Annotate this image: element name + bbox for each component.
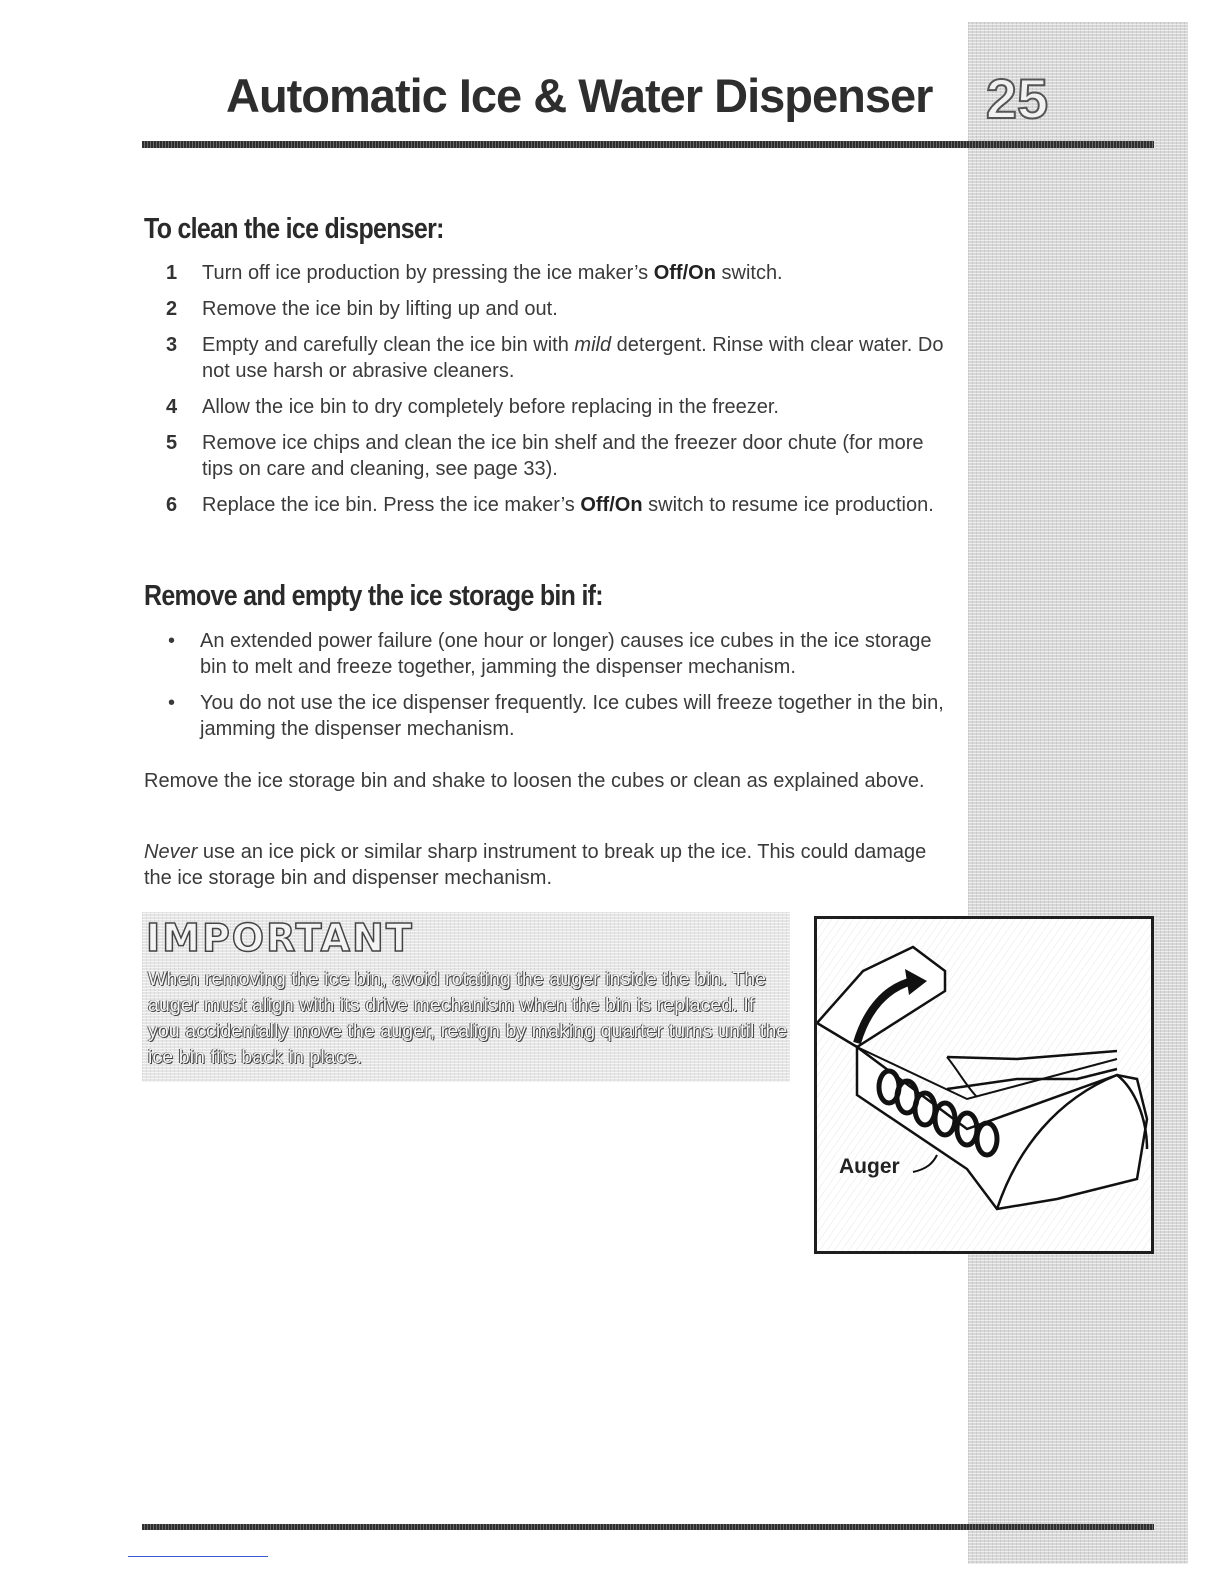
auger-illustration <box>814 916 1154 1254</box>
step-number: 4 <box>166 396 178 418</box>
list-item <box>160 296 950 322</box>
header-rule <box>142 141 1154 148</box>
ice-bin-drawing <box>817 919 1151 1251</box>
step-text: Turn off ice production by pressing the ice maker’s Off/On switch. <box>202 262 783 284</box>
footer-rule <box>142 1524 1154 1530</box>
important-heading: IMPORTANT <box>146 916 414 960</box>
empty-conditions-list <box>164 628 954 752</box>
list-item <box>160 260 950 286</box>
important-callout <box>142 912 790 1082</box>
bullet-icon: • <box>168 630 176 652</box>
list-item <box>160 492 950 518</box>
list-item <box>160 430 950 482</box>
step-number: 6 <box>166 494 178 516</box>
step-number: 1 <box>166 262 178 284</box>
footer-link-mark <box>128 1556 268 1557</box>
list-item <box>164 690 954 742</box>
page-number: 25 <box>985 67 1049 130</box>
step-text: Empty and carefully clean the ice bin with mild detergent. Rinse with clear water. Do not use harsh or abrasive cleaners. <box>202 334 944 382</box>
clean-section-heading: To clean the ice dispenser: <box>144 213 444 245</box>
bullet-text: An extended power failure (one hour or longer) causes ice cubes in the ice storage bin to melt and freeze together, jamming the dispenser mechanism. <box>200 630 932 678</box>
list-item <box>160 394 950 420</box>
page-title: Automatic Ice & Water Dispenser <box>226 69 933 122</box>
important-text: When removing the ice bin, avoid rotating the auger inside the bin. The auger must align with its drive mechanism when the bin is replaced. If you accidentally move the auger, realign by making quarter turns until the ice bin fits back in place. <box>148 968 788 1068</box>
step-number: 3 <box>166 334 178 356</box>
list-item <box>164 628 954 680</box>
bullet-text: You do not use the ice dispenser frequently. Ice cubes will freeze together in the bin, jamming the dispenser mechanism. <box>200 692 944 740</box>
empty-section-heading: Remove and empty the ice storage bin if: <box>144 580 603 612</box>
step-text: Remove the ice bin by lifting up and out. <box>202 298 558 320</box>
remove-bin-paragraph: Remove the ice storage bin and shake to loosen the cubes or clean as explained above. <box>144 770 925 792</box>
step-text: Allow the ice bin to dry completely before replacing in the freezer. <box>202 396 779 418</box>
bullet-icon: • <box>168 692 176 714</box>
side-stripe-decoration <box>968 22 1188 1564</box>
step-text: Remove ice chips and clean the ice bin shelf and the freezer door chute (for more tips on care and cleaning, see page 33). <box>202 432 924 480</box>
auger-label: Auger <box>839 1155 900 1178</box>
never-warning-paragraph: Never use an ice pick or similar sharp instrument to break up the ice. This could damage the ice storage bin and dispenser mechanism. <box>144 841 927 889</box>
step-text: Replace the ice bin. Press the ice maker’s Off/On switch to resume ice production. <box>202 494 934 516</box>
step-number: 2 <box>166 298 178 320</box>
step-number: 5 <box>166 432 178 454</box>
clean-steps-list <box>160 260 950 528</box>
list-item <box>160 332 950 384</box>
